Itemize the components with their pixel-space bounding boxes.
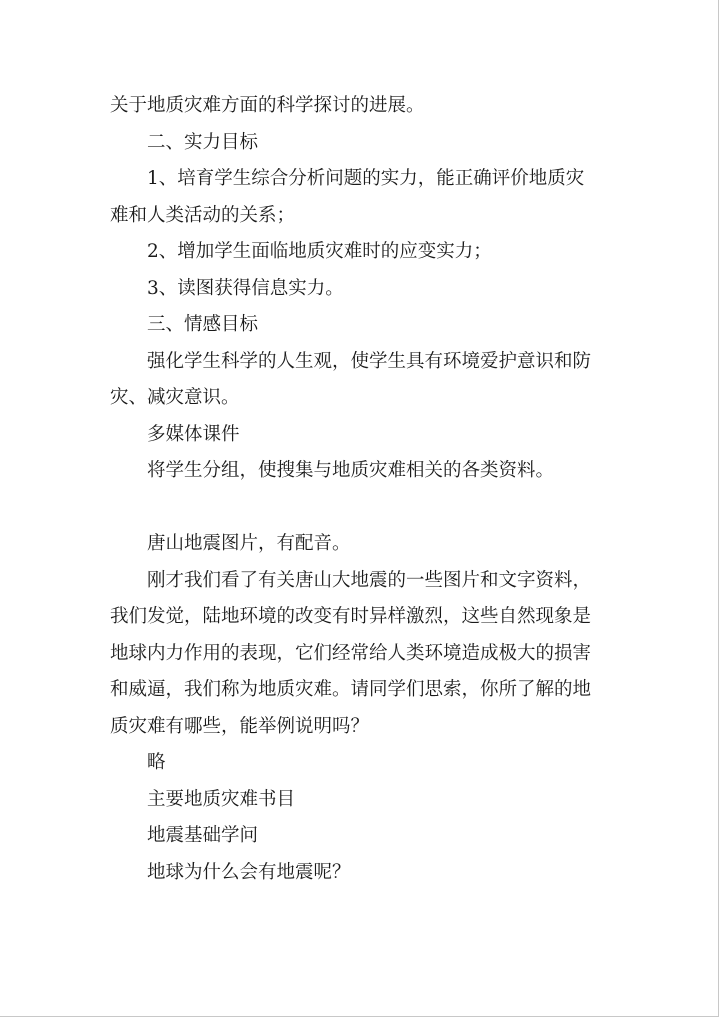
text-line: 我们发觉，陆地环境的改变有时异样激烈，这些自然现象是: [110, 606, 592, 627]
list-item: 1、培育学生综合分析问题的实力，能正确评价地质灾: [147, 168, 585, 189]
blank-line: [110, 490, 610, 527]
list-item: 2、增加学生面临地质灾难时的应变实力；: [147, 241, 492, 262]
paragraph: 略: [147, 752, 166, 773]
paragraph: 刚才我们看了有关唐山大地震的一些图片和文字资料，: [147, 569, 592, 591]
text-line: 关于地质灾难方面的科学探讨的进展。: [110, 95, 425, 116]
section-heading: 二、实力目标: [147, 131, 259, 153]
text-line: 地球内力作用的表现，它们经常给人类环境造成极大的损害: [110, 642, 592, 664]
paragraph: 主要地质灾难书目: [147, 788, 296, 810]
paragraph: 多媒体课件: [147, 423, 240, 445]
paragraph: 强化学生科学的人生观，使学生具有环境爱护意识和防: [147, 350, 592, 372]
paragraph: 将学生分组，使搜集与地质灾难相关的各类资料。: [147, 460, 555, 481]
document-body: [110, 88, 610, 891]
section-heading: 三、情感目标: [147, 314, 259, 335]
list-item: 3、读图获得信息实力。: [147, 277, 344, 299]
text-line: 和威逼，我们称为地质灾难。请同学们思索，你所了解的地: [110, 679, 592, 700]
text-line: 质灾难有哪些，能举例说明吗？: [110, 715, 370, 737]
text-line: 难和人类活动的关系；: [110, 204, 296, 226]
paragraph: 唐山地震图片，有配音。: [147, 533, 351, 554]
paragraph: 地震基础学问: [147, 825, 259, 846]
paragraph: 地球为什么会有地震呢？: [147, 861, 351, 883]
text-line: 灾、减灾意识。: [110, 387, 240, 408]
